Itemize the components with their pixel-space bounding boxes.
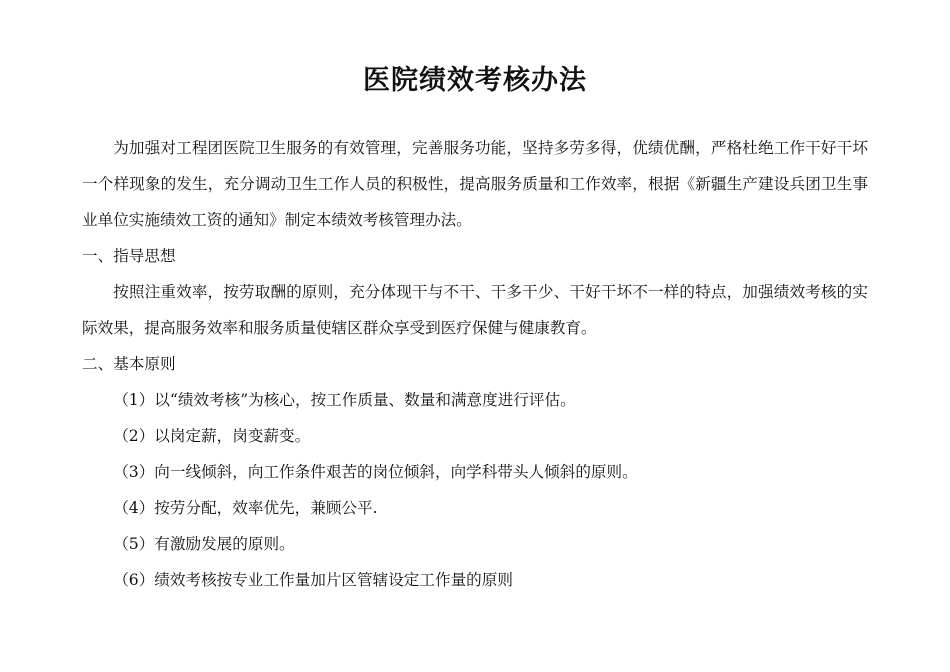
document-body xyxy=(82,130,868,598)
intro-paragraph: 为加强对工程团医院卫生服务的有效管理，完善服务功能，坚持多劳多得，优绩优酬，严格杜绝工作干好干坏一个样现象的发生，充分调动卫生工作人员的积极性，提高服务质量和工作效率，根据《新疆生产建设兵团卫生事业单位实施绩效工资的通知》制定本绩效考核管理办法。 xyxy=(82,139,868,229)
principle-item: （6）绩效考核按专业工作量加片区管辖设定工作量的原则 xyxy=(113,571,513,589)
principle-item: （1）以“绩效考核”为核心，按工作质量、数量和满意度进行评估。 xyxy=(113,391,576,409)
principle-item: （3）向一线倾斜，向工作条件艰苦的岗位倾斜，向学科带头人倾斜的原则。 xyxy=(113,463,638,481)
principle-item: （4）按劳分配，效率优先，兼顾公平. xyxy=(113,499,378,517)
section-heading-basic-principles: 二、基本原则 xyxy=(82,355,176,373)
section-heading-guiding-ideology: 一、指导思想 xyxy=(82,247,176,265)
principle-item: （5）有激励发展的原则。 xyxy=(113,535,295,553)
document-title: 医院绩效考核办法 xyxy=(363,65,587,96)
guiding-ideology-paragraph: 按照注重效率，按劳取酬的原则，充分体现干与不干、干多干少、干好干坏不一样的特点，加强绩效考核的实际效果，提高服务效率和服务质量使辖区群众享受到医疗保健与健康教育。 xyxy=(82,283,868,337)
principle-item: （2）以岗定薪，岗变薪变。 xyxy=(113,427,311,445)
